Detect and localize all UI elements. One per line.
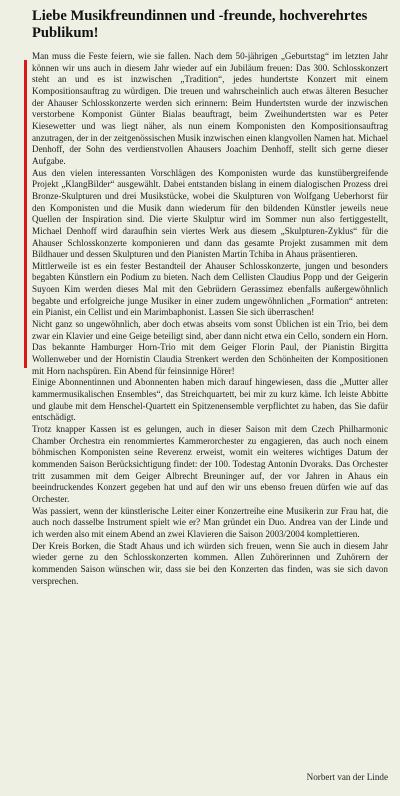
signature: Norbert van der Linde — [306, 772, 388, 782]
paragraph-4: Nicht ganz so ungewöhnlich, aber doch etwas abseits vom sonst Üblichen ist ein Trio, bei dem zwar ein Klavier und eine Geige beteiligt sind, aber dann nicht etwa ein Cello, sondern ein Horn. Das bekannte Hamburger Horn-Trio mit dem Geiger Florin Paul, der Pianistin Birgitta Wollenweber und der Hornistin Claudia Strenkert werden den Schönheiten der Kompositionen mit Horn nachspüren. Ein Abend für feinsinnige Hörer! — [32, 319, 388, 376]
paragraph-5: Einige Abonnentinnen und Abonnenten haben mich darauf hingewiesen, dass die „Mutter aller kammermusikalischen Ensembles“, das Streichquartett, bei mir zu kurz käme. Ich leiste Abbitte und glaube mit dem Henschel-Quartett ein Spitzenensemble verpflichtet zu haben, das Sie dafür entschädigt. — [32, 377, 388, 423]
paragraph-2: Aus den vielen interessanten Vorschlägen des Komponisten wurde das kunstübergreifende Projekt „KlangBilder“ ausgewählt. Dabei entstanden bislang in einem dialogischen Prozess drei Bronze-Skulpturen und drei Musikstücke, wobei die Skulpturen von Wolfgang Ueberhorst für den Komponisten und die Musik dann wiederum für den bildenden Künstler jeweils neue Quellen der Inspiration sind. Die vierte Skulptur wird im Sommer nun also fertiggestellt, Michael Denhoff wird daraufhin sein viertes Werk aus diesem „Skulpturen-Zyklus“ für die Ahauser Schlosskonzerte komponieren und dann das gesamte Projekt zusammen mit dem Bildhauer und dessen Skulpturen und den Pianisten Martin Tchiba in Ahaus präsentieren. — [32, 167, 388, 260]
paragraph-3: Mittlerweile ist es ein fester Bestandteil der Ahauser Schlosskonzerte, jungen und besonders begabten Künstlern ein Podium zu bieten. Nach dem Cellisten Claudius Popp und der Geigerin Suyoen Kim werden dieses Mal mit den Gebrüdern Gerassimez ebenfalls außergewöhnlich begabte und erfolgreiche junge Musiker in einer zudem ungewöhnlichen „Formation“ antreten: ein Pianist, ein Cellist und ein Marimbaphonist. Lassen Sie sich überraschen! — [32, 260, 388, 318]
document-body — [32, 51, 388, 587]
paragraph-8: Der Kreis Borken, die Stadt Ahaus und ich würden sich freuen, wenn Sie auch in diesem Jahr wieder gerne zu den Schlosskonzerten kommen. Allen Zuhörerinnen und Zuhörern der kommenden Saison wünschen wir, dass sie bei den Konzerten das finden, was sie sich davon versprechen. — [32, 540, 388, 586]
paragraph-6: Trotz knapper Kassen ist es gelungen, auch in dieser Saison mit dem Czech Philharmonic Chamber Orchestra ein renommiertes Kammerorchester zu engagieren, das auch noch einem böhmischen Komponisten seine Reverenz erweist, womit ein weiteres wichtiges Datum der kommenden Saison Berücksichtigung findet: der 100. Todestag Antonín Dvoraks. Das Orchester tritt zusammen mit dem Geiger Albrecht Breuninger auf, der vor Jahren in Ahaus ein beeindruckendes Konzert gegeben hat und auf den wir uns ebenso freuen dürfen wie auf das Orchester. — [32, 424, 388, 504]
paragraph-7: Was passiert, wenn der künstlerische Leiter einer Konzertreihe eine Musikerin zur Frau hat, die auch noch dasselbe Instrument spielt wie er? Man gründet ein Duo. Andrea van der Linde und ich werden also mit einem Abend an zwei Klavieren die Saison 2003/2004 komplettieren. — [32, 505, 388, 539]
document-title: Liebe Musikfreundinnen und -freunde, hochverehrtes Publikum! — [32, 8, 368, 41]
paragraph-1: Man muss die Feste feiern, wie sie fallen. Nach dem 50-jährigen „Geburtstag“ im letzten Jahr können wir uns auch in diesem Jahr wieder auf ein Jubiläum freuen: Das 300. Schlosskonzert steht an und es ist inzwischen „Tradition“, jedes hundertste Konzert mit einem Kompositionsauftrag zu würdigen. Die treuen und wahrscheinlich auch etwas älteren Besucher der Ahauser Schlosskonzerte werden sich erinnern: Beim Hundertsten wurde der inzwischen verstorbene Komponist Günter Bialas beauftragt, beim Zweihundertsten war es Peter Kiesewetter und was liegt näher, als nun einem Komponisten den Kompositionsauftrag anzutragen, der in der zeitgenössischen Musik inzwischen einen klangvollen Namen hat. Michael Denhoff, der Sohn des verdienstvollen Ahausers Joachim Denhoff, stellt sich gerne dieser Aufgabe. — [32, 51, 389, 166]
highlight-bar — [24, 60, 27, 368]
